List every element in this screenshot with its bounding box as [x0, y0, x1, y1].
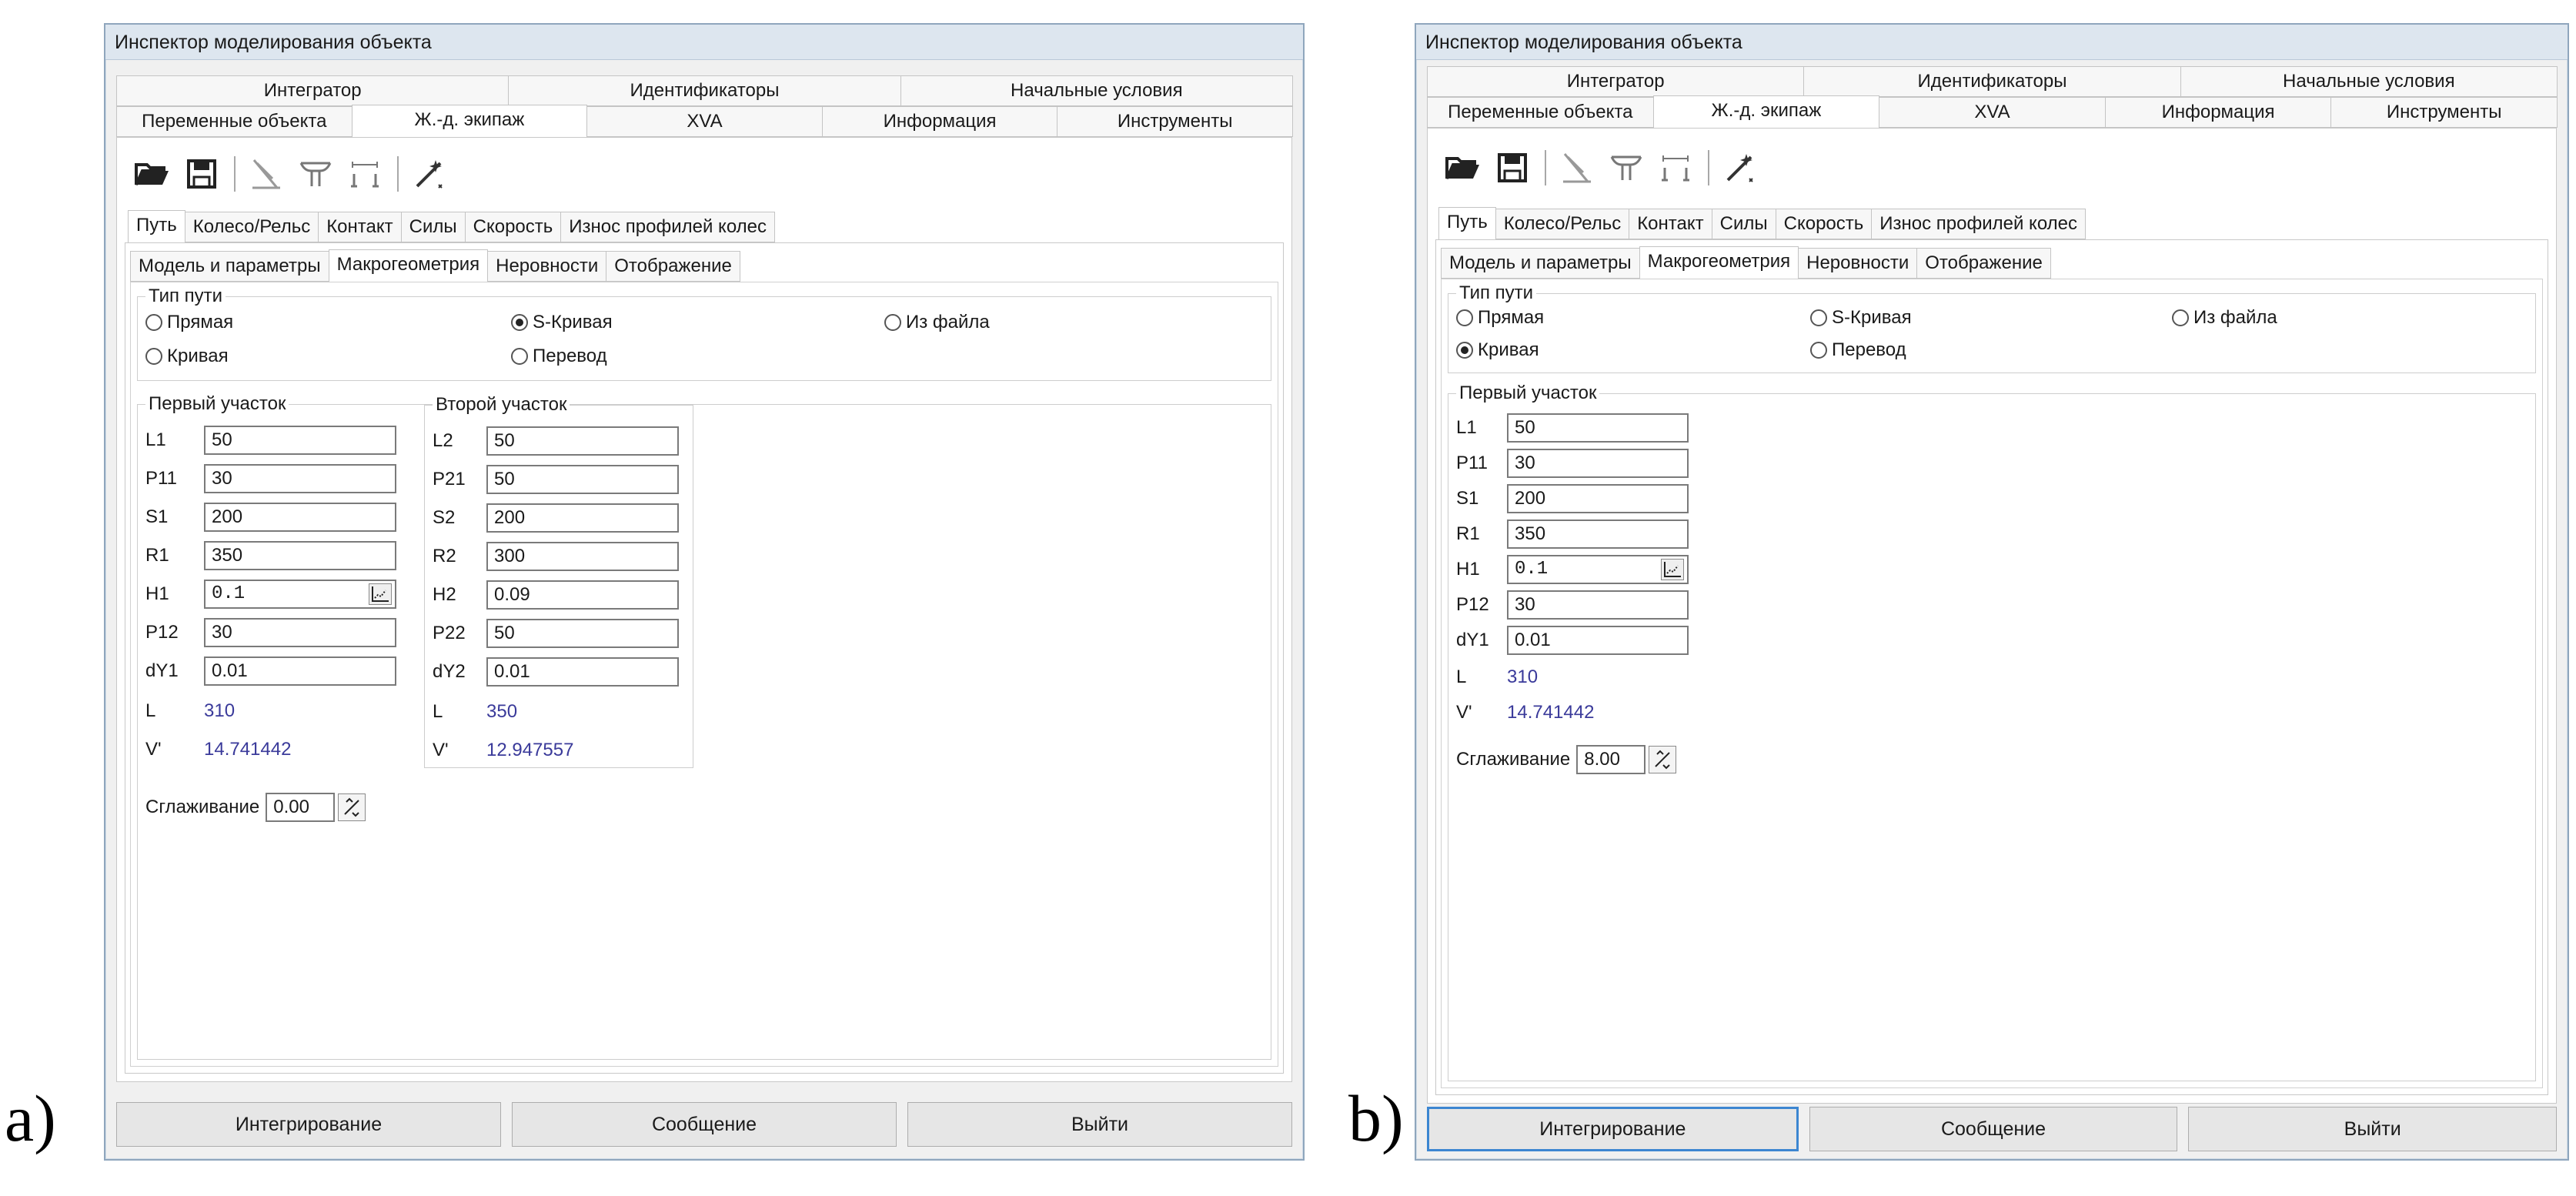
field-label: dY1 — [1456, 630, 1489, 650]
inspector-window-b — [1415, 23, 2569, 1161]
main-tabs-row2 — [1427, 97, 2557, 128]
track-type-group — [137, 286, 1271, 381]
rail-profile-icon[interactable] — [1557, 148, 1597, 188]
radio-switch[interactable] — [511, 345, 607, 368]
field-row — [433, 656, 679, 687]
field-row — [1456, 554, 1689, 585]
field-row — [1456, 625, 1689, 656]
toolbar-separator — [234, 156, 236, 192]
track-content — [125, 242, 1284, 1074]
subtab-model-params[interactable]: Модель и параметры — [1441, 248, 1640, 279]
toolbar-separator — [1708, 150, 1709, 185]
radio-curve[interactable] — [145, 345, 229, 368]
spinner-icon[interactable] — [1649, 746, 1676, 773]
first-section-group — [1448, 383, 2536, 1081]
main-tabs-row1 — [116, 75, 1292, 106]
field-input[interactable]: 350 — [1507, 519, 1689, 549]
field-label: H1 — [1456, 559, 1480, 580]
field-row — [145, 617, 396, 648]
readout-value: 12.947557 — [486, 740, 574, 760]
field-input-with-button[interactable] — [1507, 555, 1689, 584]
field-input[interactable]: 0.01 — [204, 656, 396, 686]
field-input[interactable]: 350 — [204, 541, 396, 570]
radio-label: S-Кривая — [1832, 307, 1912, 328]
first-section-group — [137, 393, 1271, 1060]
field-row — [145, 425, 396, 456]
bottom-buttons — [116, 1102, 1292, 1147]
readout-label: L — [1456, 666, 1467, 687]
field-label: dY1 — [145, 660, 179, 681]
tab-initial-conditions[interactable]: Начальные условия — [900, 75, 1293, 106]
readout-label: V' — [145, 739, 162, 760]
tab-object-variables[interactable]: Переменные объекта — [1427, 97, 1654, 128]
graph-button[interactable] — [1661, 559, 1684, 580]
tab-object-variables[interactable]: Переменные объекта — [116, 106, 352, 137]
radio-label: Перевод — [1832, 339, 1906, 360]
rail-profile-icon[interactable] — [246, 154, 286, 194]
radio-label: Перевод — [533, 346, 607, 366]
tab-identifiers[interactable]: Идентификаторы — [1803, 66, 2180, 97]
dimension-icon[interactable] — [1656, 148, 1696, 188]
wand-icon[interactable] — [409, 154, 449, 194]
open-folder-icon[interactable] — [1443, 148, 1483, 188]
smoothing-input[interactable]: 0.00 — [266, 793, 335, 822]
field-row — [1456, 519, 1689, 550]
track-type-title: Тип пути — [145, 285, 226, 308]
radio-circle — [145, 348, 162, 365]
subtab-wheel-wear[interactable]: Износ профилей колес — [1871, 209, 2086, 239]
field-label: S1 — [1456, 488, 1479, 509]
tab-xva[interactable]: XVA — [586, 106, 823, 137]
radio-from-file[interactable] — [884, 311, 990, 334]
wheel-profile-icon[interactable] — [296, 154, 336, 194]
field-label: S2 — [433, 507, 456, 528]
figure-label-a: a) — [5, 1081, 56, 1155]
main-tabs-row2 — [116, 106, 1292, 137]
radio-circle — [145, 314, 162, 331]
field-row — [145, 502, 396, 533]
radio-curve[interactable] — [1456, 339, 1539, 362]
save-icon[interactable] — [182, 154, 222, 194]
field-input[interactable]: 200 — [1507, 484, 1689, 513]
readout-value: 310 — [1507, 666, 1539, 687]
track-type-group — [1448, 282, 2536, 373]
smoothing-label: Сглаживание — [1456, 749, 1571, 770]
tab-information[interactable]: Информация — [2105, 97, 2332, 128]
field-label: S1 — [145, 506, 169, 527]
field-label: L1 — [1456, 417, 1477, 438]
radio-label: Прямая — [167, 312, 234, 332]
inspector-window-a — [104, 23, 1305, 1161]
tab-tools[interactable]: Инструменты — [2330, 97, 2558, 128]
spinner-icon[interactable] — [338, 793, 366, 821]
readout-value: 14.741442 — [1507, 702, 1595, 723]
radio-label: Кривая — [1478, 339, 1539, 360]
message-button[interactable]: Сообщение — [1809, 1107, 2178, 1151]
field-input[interactable]: 30 — [1507, 449, 1689, 478]
readout-row — [1456, 662, 1538, 693]
graph-button[interactable] — [369, 583, 392, 605]
radio-circle — [511, 348, 528, 365]
first-section-title: Первый участок — [145, 393, 289, 416]
window-title: Инспектор моделирования объекта — [105, 25, 1303, 60]
subtab-irregularities[interactable]: Неровности — [487, 251, 606, 282]
wheel-profile-icon[interactable] — [1606, 148, 1646, 188]
field-value: 0.1 — [1515, 559, 1549, 580]
macrogeometry-content — [130, 282, 1278, 1067]
subtab-display[interactable]: Отображение — [1916, 248, 2051, 279]
tab-initial-conditions[interactable]: Начальные условия — [2180, 66, 2558, 97]
field-label: P12 — [1456, 594, 1489, 615]
tab-integrator[interactable]: Интегратор — [116, 75, 509, 106]
tab-information[interactable]: Информация — [822, 106, 1058, 137]
message-button[interactable]: Сообщение — [512, 1102, 897, 1147]
tab-railway-vehicle[interactable]: Ж.-д. экипаж — [352, 105, 588, 139]
field-label: H2 — [433, 584, 456, 605]
field-row — [145, 540, 396, 571]
track-type-title: Тип пути — [1456, 282, 1536, 305]
subtab-speed[interactable]: Скорость — [465, 212, 562, 242]
radio-circle — [1456, 309, 1473, 326]
radio-label: Из файла — [2193, 307, 2277, 328]
field-input[interactable]: 0.09 — [486, 580, 679, 610]
readout-value: 350 — [486, 701, 518, 722]
second-section-group — [424, 394, 693, 768]
field-row — [1456, 413, 1689, 443]
radio-label: S-Кривая — [533, 312, 613, 332]
subtab-speed[interactable]: Скорость — [1776, 209, 1873, 239]
subtab-track[interactable]: Путь — [1438, 207, 1496, 241]
toolbar — [1443, 141, 1769, 195]
field-input[interactable]: 50 — [204, 426, 396, 455]
radio-straight[interactable] — [145, 311, 233, 334]
field-row — [433, 580, 679, 610]
readout-row — [145, 734, 291, 765]
exit-button[interactable]: Выйти — [907, 1102, 1292, 1147]
radio-circle-selected — [511, 314, 528, 331]
field-input[interactable]: 30 — [1507, 590, 1689, 620]
smoothing-control — [1456, 745, 1676, 774]
field-label: P11 — [1456, 453, 1488, 473]
radio-circle — [1810, 309, 1827, 326]
field-row — [1456, 448, 1689, 479]
field-input[interactable]: 50 — [486, 465, 679, 494]
subtab-forces[interactable]: Силы — [1712, 209, 1776, 239]
subtab-irregularities[interactable]: Неровности — [1798, 248, 1917, 279]
field-input[interactable]: 200 — [204, 503, 396, 532]
subtab-forces[interactable]: Силы — [401, 212, 466, 242]
toolbar-separator — [1545, 150, 1546, 185]
field-input[interactable]: 50 — [486, 426, 679, 456]
field-input[interactable]: 200 — [486, 503, 679, 533]
field-label: R2 — [433, 546, 456, 566]
field-label: L2 — [433, 430, 453, 451]
geometry-subtabs — [1441, 248, 2050, 279]
field-row — [433, 464, 679, 495]
field-input[interactable]: 50 — [1507, 413, 1689, 443]
radio-circle — [1810, 342, 1827, 359]
tab-integrator[interactable]: Интегратор — [1427, 66, 1804, 97]
toolbar — [132, 147, 459, 201]
save-icon[interactable] — [1492, 148, 1532, 188]
field-value: 0.1 — [212, 583, 246, 604]
field-input[interactable]: 300 — [486, 542, 679, 571]
tab-content — [116, 137, 1292, 1082]
figure-label-b: b) — [1348, 1081, 1404, 1155]
field-row — [145, 579, 396, 610]
subtab-model-params[interactable]: Модель и параметры — [130, 251, 329, 282]
readout-label: V' — [433, 740, 449, 760]
bottom-buttons — [1427, 1107, 2557, 1151]
tab-tools[interactable]: Инструменты — [1057, 106, 1293, 137]
radio-circle-selected — [1456, 342, 1473, 359]
smoothing-control — [145, 793, 366, 822]
radio-label: Из файла — [906, 312, 990, 332]
radio-switch[interactable] — [1810, 339, 1906, 362]
field-input[interactable]: 50 — [486, 619, 679, 648]
field-label: L1 — [145, 429, 166, 450]
radio-from-file[interactable] — [2172, 306, 2277, 329]
field-label: H1 — [145, 583, 169, 604]
field-label: P22 — [433, 623, 466, 643]
readout-label: V' — [1456, 702, 1472, 723]
subtab-wheel-rail[interactable]: Колесо/Рельс — [1495, 209, 1629, 239]
window-title: Инспектор моделирования объекта — [1416, 25, 2568, 60]
field-row — [145, 656, 396, 687]
readout-row — [433, 697, 517, 727]
field-label: dY2 — [433, 661, 466, 682]
field-label: R1 — [145, 545, 169, 566]
readout-label: L — [433, 701, 443, 722]
radio-circle — [2172, 309, 2189, 326]
subtab-contact[interactable]: Контакт — [1629, 209, 1712, 239]
field-label: P21 — [433, 469, 466, 489]
subtab-track[interactable]: Путь — [128, 210, 185, 244]
readout-row — [433, 735, 573, 766]
track-subtabs — [128, 212, 774, 242]
readout-row — [1456, 697, 1594, 728]
geometry-subtabs — [130, 251, 740, 282]
field-input[interactable]: 0.01 — [486, 657, 679, 687]
track-content — [1435, 239, 2548, 1095]
main-tabs-row1 — [1427, 66, 2557, 97]
field-input[interactable]: 30 — [204, 618, 396, 647]
radio-s-curve[interactable] — [511, 311, 613, 334]
field-label: P11 — [145, 468, 177, 489]
field-label: R1 — [1456, 523, 1480, 544]
open-folder-icon[interactable] — [132, 154, 172, 194]
smoothing-label: Сглаживание — [145, 797, 260, 817]
radio-label: Кривая — [167, 346, 229, 366]
tab-railway-vehicle[interactable]: Ж.-д. экипаж — [1653, 95, 1880, 129]
wand-icon[interactable] — [1720, 148, 1760, 188]
macrogeometry-content — [1441, 279, 2543, 1088]
subtab-wheel-rail[interactable]: Колесо/Рельс — [185, 212, 319, 242]
readout-value: 310 — [204, 700, 236, 721]
field-row — [433, 541, 679, 572]
subtab-contact[interactable]: Контакт — [318, 212, 401, 242]
field-input[interactable]: 30 — [204, 464, 396, 493]
first-section-title: Первый участок — [1456, 382, 1599, 405]
toolbar-separator — [397, 156, 399, 192]
radio-label: Прямая — [1478, 307, 1545, 328]
radio-circle — [884, 314, 901, 331]
track-subtabs — [1438, 209, 2085, 239]
field-input[interactable]: 0.01 — [1507, 626, 1689, 655]
smoothing-input[interactable]: 8.00 — [1576, 745, 1645, 774]
second-section-title: Второй участок — [433, 393, 570, 416]
readout-label: L — [145, 700, 156, 721]
field-label: P12 — [145, 622, 179, 643]
tab-identifiers[interactable]: Идентификаторы — [508, 75, 900, 106]
readout-value: 14.741442 — [204, 739, 292, 760]
subtab-macrogeometry[interactable]: Макрогеометрия — [1639, 246, 1799, 280]
radio-straight[interactable] — [1456, 306, 1544, 329]
subtab-display[interactable]: Отображение — [606, 251, 740, 282]
tab-content — [1427, 128, 2557, 1104]
integrate-button[interactable]: Интегрирование — [1427, 1107, 1799, 1151]
readout-row — [145, 696, 235, 727]
tab-xva[interactable]: XVA — [1879, 97, 2106, 128]
field-row — [433, 618, 679, 649]
field-row — [433, 426, 679, 456]
field-row — [145, 463, 396, 494]
exit-button[interactable]: Выйти — [2188, 1107, 2557, 1151]
field-row — [433, 503, 679, 533]
dimension-icon[interactable] — [345, 154, 385, 194]
field-input-with-button[interactable] — [204, 580, 396, 609]
integrate-button[interactable]: Интегрирование — [116, 1102, 501, 1147]
radio-s-curve[interactable] — [1810, 306, 1912, 329]
subtab-macrogeometry[interactable]: Макрогеометрия — [329, 249, 489, 283]
subtab-wheel-wear[interactable]: Износ профилей колес — [560, 212, 775, 242]
field-row — [1456, 483, 1689, 514]
field-row — [1456, 590, 1689, 620]
